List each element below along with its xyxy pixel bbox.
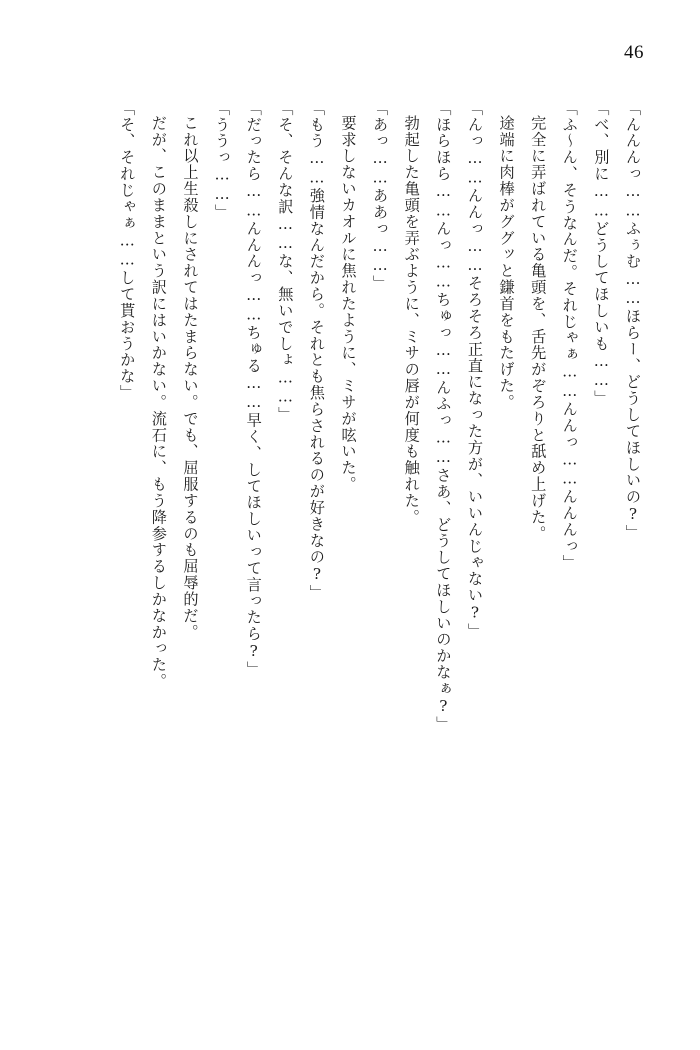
paragraph: 要求しないカオルに焦れたように、ミサが呟いた。 [339,115,358,493]
paragraph: 「んっ……んんっ……そろそろ正直になった方が、いいんじゃない?」 [465,100,484,640]
page-number: 46 [624,42,644,63]
page-body-text [62,100,648,920]
paragraph: 途端に肉棒がググッと鎌首をもたげた。 [497,115,516,411]
paragraph: これ以上生殺しにされてはたまらない。でも、屈服するのも屈辱的だ。 [181,115,200,641]
paragraph: 完全に弄ばれている亀頭を、舌先がぞろりと舐め上げた。 [529,115,548,543]
paragraph: 「ほらほら……んっ……ちゅっ……んふっ……さあ、どうしてほしいのかなぁ?」 [434,100,453,733]
paragraph: 「そ、そんな訳……な、無いでしょ……」 [276,100,295,424]
paragraph: だが、このままという訳にはいかない。流石に、もう降参するしかなかった。 [149,115,168,690]
paragraph: 「ううっ……」 [213,100,232,221]
paragraph: 「ふ〜ん、そうなんだ。それじゃぁ……んんっ……んんんっ」 [560,100,579,571]
paragraph: 「もう……強情なんだから。それとも焦らされるのが好きなの?」 [307,100,326,601]
paragraph: 「そ、それじゃぁ……して貰おうかな」 [118,100,137,402]
paragraph: 「だったら……んんんっ……ちゅる……早く、してほしいって言ったら?」 [244,100,263,678]
paragraph: 「あっ……ああっ……」 [371,100,390,292]
paragraph: 勃起した亀頭を弄ぶように、ミサの唇が何度も触れた。 [402,115,421,526]
paragraph: 「んんんっ……ふぅむ……ほらー、どうしてほしいの?」 [624,100,642,541]
paragraph: 「べ、別に……どうしてほしいも……」 [592,100,611,407]
